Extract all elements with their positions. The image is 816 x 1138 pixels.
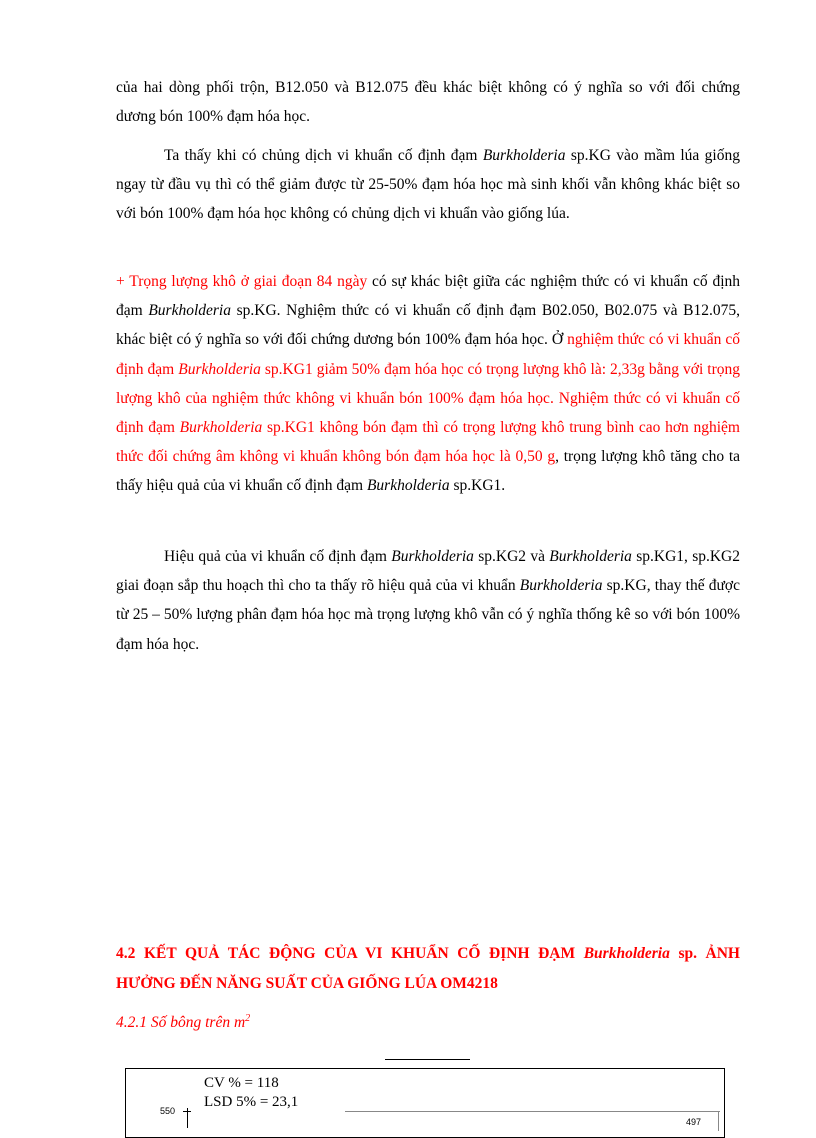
species-name: Burkholderia <box>549 548 632 565</box>
paragraph-2: Ta thấy khi có chủng dịch vi khuẩn cố định đạm Burkholderia sp.KG vào mầm lúa giống ngay từ đầu vụ thì có thể giảm được từ 25-50% đạm hóa học mà sinh khối vẫn không khác biệt so với bón 100% đạm hóa học không có chủng dịch vi khuẩn vào giống lúa. <box>116 147 740 223</box>
species-name: Burkholderia <box>519 577 603 595</box>
species-name: Burkholderia <box>179 419 263 437</box>
subsection-heading: 4.2.1 Số bông trên $m^2$ <box>116 1013 251 1032</box>
species-name: Burkholderia <box>366 477 450 495</box>
paragraph-1: của hai dòng phối trộn, B12.050 và B12.075 đều khác biệt không có ý nghĩa so với đối chứng dương bón 100% đạm hóa học. <box>116 79 740 126</box>
bar-value-label: 497 <box>686 1117 702 1127</box>
species-name: Burkholderia <box>178 360 261 378</box>
paragraph-3: + Trọng lượng khô ở giai đoạn 84 ngày có sự khác biệt giữa các nghiệm thức có vi khuẩn cố định đạm Burkholderia sp.KG. Nghiệm thức có vi khuẩn cố định đạm B02.050, B02.075 và B12.075, khác biệt có ý nghĩa so với đối chứng dương bón 100% đạm hóa học. Ở nghiệm thức có vi khuẩn cố định đạm Burkholderia sp.KG1 giảm 50% đạm hóa học có trọng lượng khô là: 2,33g bằng với trọng lượng khô của nghiệm thức không vi khuẩn bón 100% đạm hóa học. Nghiệm thức có vi khuẩn cố định đạm Burkholderia sp.KG1 không bón đạm thì có trọng lượng khô trung bình cao hơn nghiệm thức đối chứng âm không vi khuẩn không bón đạm hóa học là 0,50 g, trọng lượng khô tăng cho ta thấy hiệu quả của vi khuẩn cố định đạm Burkholderia sp.KG1. <box>116 273 740 495</box>
species-name: Burkholderia <box>391 548 474 565</box>
y-tick-label: 550 <box>160 1106 176 1116</box>
chart-title-cutoff <box>385 1049 470 1063</box>
y-tick-mark <box>183 1111 191 1112</box>
species-name: Burkholderia <box>148 302 231 320</box>
section-heading: 4.2 KẾT QUẢ TÁC ĐỘNG CỦA VI KHUẨN CỐ ĐỊNH ĐẠM Burkholderia sp. ẢNH HƯỞNG ĐẾN NĂNG SUẤT CỦA GIỐNG LÚA OM4218 <box>116 945 740 992</box>
grid-line-vertical <box>718 1111 719 1131</box>
grid-line <box>345 1111 720 1112</box>
lsd-label: LSD 5% = 23,1 <box>204 1094 299 1110</box>
paragraph-4: Hiệu quả của vi khuẩn cố định đạm Burkholderia sp.KG2 và Burkholderia sp.KG1, sp.KG2 giai đoạn sắp thu hoạch thì cho ta thấy rõ hiệu quả của vi khuẩn Burkholderia sp.KG, thay thế được từ 25 – 50% lượng phân đạm hóa học mà trọng lượng khô vẫn có ý nghĩa thống kê so với bón 100% đạm hóa học. <box>116 548 740 653</box>
cv-label: CV % = 118 <box>204 1075 279 1091</box>
species-name: Burkholderia <box>482 147 566 164</box>
